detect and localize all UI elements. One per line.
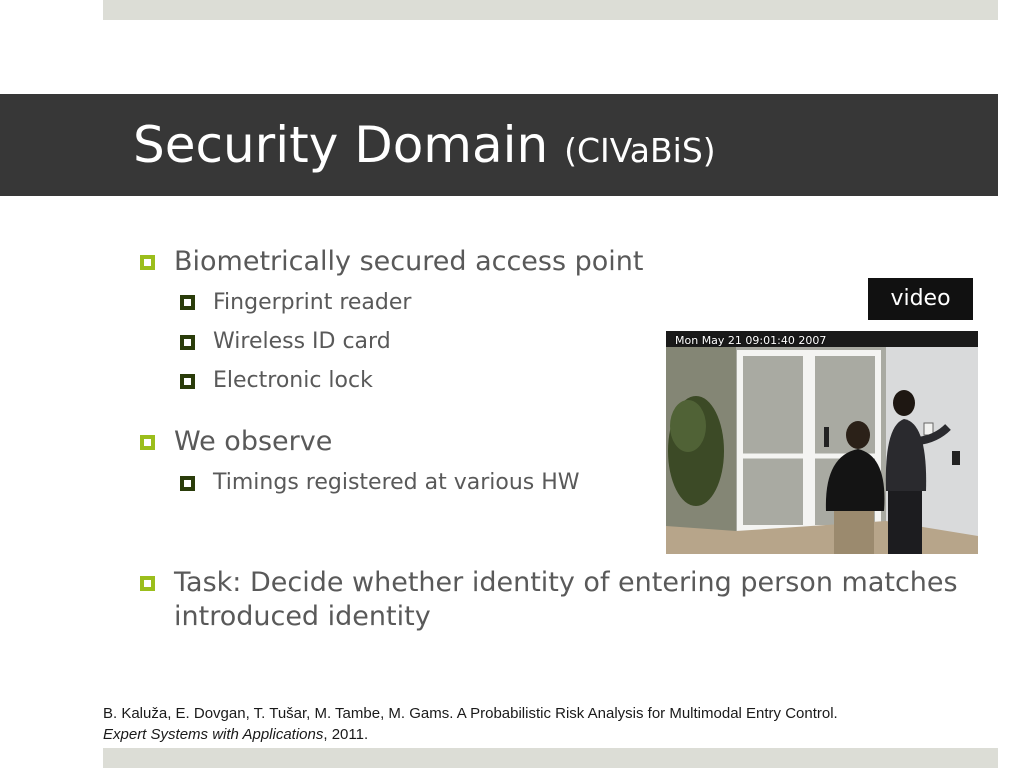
bullet-marker-icon (180, 374, 195, 389)
citation-journal: Expert Systems with Applications (103, 726, 324, 743)
video-button[interactable]: video (868, 278, 973, 320)
bullet-item: Biometrically secured access point (174, 246, 644, 277)
bullet-marker-icon (180, 295, 195, 310)
bullet-marker-icon (140, 576, 155, 591)
cctv-still-image (666, 331, 978, 554)
bullet-item-continuation: introduced identity (174, 601, 431, 632)
citation-year: , 2011. (323, 726, 369, 743)
top-decorative-band (103, 0, 998, 20)
bullet-marker-icon (180, 335, 195, 350)
sub-bullet-item: Timings registered at various HW (213, 470, 580, 495)
bottom-decorative-band (103, 748, 998, 768)
bullet-marker-icon (140, 255, 155, 270)
sub-bullet-item: Electronic lock (213, 368, 373, 393)
bullet-marker-icon (180, 476, 195, 491)
bullet-item: Task: Decide whether identity of entering person matches (174, 567, 958, 598)
sub-bullet-item: Fingerprint reader (213, 290, 412, 315)
bullet-item: We observe (174, 426, 333, 457)
cctv-timestamp: Mon May 21 09:01:40 2007 (675, 334, 827, 347)
slide-title-main: Security Domain (133, 116, 549, 174)
citation-authors-title: B. Kaluža, E. Dovgan, T. Tušar, M. Tambe, M. Gams. A Probabilistic Risk Analysis for Multimodal Entry Control. (103, 705, 838, 722)
bullet-marker-icon (140, 435, 155, 450)
cctv-scene-graphic (666, 331, 978, 554)
citation-journal-line (103, 724, 1003, 745)
slide-title-suffix: (CIVaBiS) (564, 131, 716, 170)
sub-bullet-item: Wireless ID card (213, 329, 391, 354)
slide-title (133, 114, 716, 182)
citation (103, 703, 1003, 745)
